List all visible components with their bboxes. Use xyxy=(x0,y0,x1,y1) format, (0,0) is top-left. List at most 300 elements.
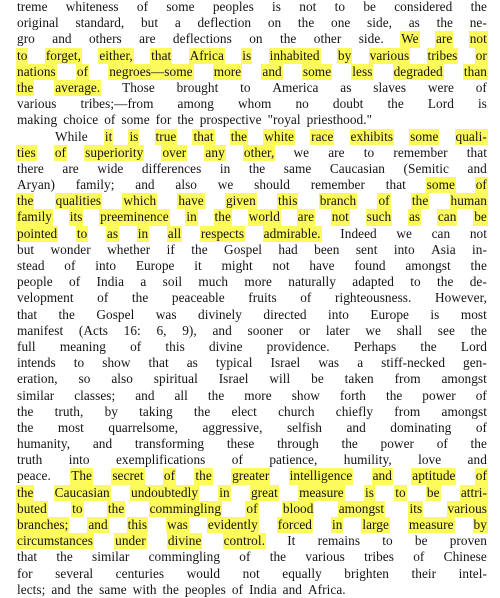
word: show xyxy=(291,387,320,403)
word: Europe xyxy=(135,258,175,273)
highlighted-word: it xyxy=(104,128,113,144)
highlighted-word: commingling xyxy=(149,500,222,516)
word: Africa. xyxy=(308,581,346,597)
word: of xyxy=(436,436,448,452)
word: the xyxy=(207,387,225,403)
highlighted-word: greater xyxy=(232,468,270,484)
word: elect xyxy=(231,403,257,419)
word: aggressive, xyxy=(202,419,263,435)
word: there xyxy=(17,160,44,176)
word: with xyxy=(132,581,157,597)
highlighted-word: all xyxy=(167,225,182,241)
highlighted-word: to xyxy=(72,500,83,516)
word: treme xyxy=(17,0,48,14)
word: exemplifications xyxy=(115,452,206,468)
word: from xyxy=(394,403,421,419)
word: most xyxy=(460,306,487,322)
word: Aryan) xyxy=(17,177,55,193)
word: are xyxy=(139,31,156,47)
highlighted-word: this xyxy=(278,193,298,209)
highlighted-word: not xyxy=(331,209,349,225)
word: of xyxy=(136,0,149,14)
word: righteousness. xyxy=(334,290,412,306)
word: we xyxy=(396,225,412,241)
highlighted-word: Caucasian xyxy=(54,484,110,500)
word: amongst xyxy=(405,258,451,273)
word: India xyxy=(249,581,277,597)
word: amongst xyxy=(441,403,487,419)
word: one xyxy=(331,15,351,31)
word: selfish xyxy=(286,419,323,435)
highlighted-word: be xyxy=(474,209,487,225)
word: humility, xyxy=(343,452,392,468)
word: had xyxy=(278,241,298,257)
word: through xyxy=(277,436,319,452)
text-line xyxy=(16,533,488,549)
word: the xyxy=(193,403,211,419)
word: same xyxy=(99,581,127,597)
highlighted-word: various xyxy=(369,47,410,63)
highlighted-word: that xyxy=(151,47,172,63)
word: considered xyxy=(394,0,453,14)
highlighted-word: of xyxy=(378,193,390,209)
word: Israel xyxy=(218,371,249,387)
word: the xyxy=(437,274,454,290)
word: or xyxy=(298,322,311,338)
text-line xyxy=(16,177,488,193)
text-line xyxy=(16,112,488,128)
word: and xyxy=(212,322,232,338)
word: some xyxy=(166,0,195,14)
highlighted-word: of xyxy=(76,63,89,79)
word: that xyxy=(148,355,169,371)
highlighted-word: measure xyxy=(299,484,344,500)
word: the xyxy=(17,403,34,419)
word: taking xyxy=(139,403,173,419)
highlighted-word: and xyxy=(262,63,282,79)
word: power xyxy=(380,436,415,452)
word: various xyxy=(17,96,57,112)
word: no xyxy=(295,96,309,112)
word: It xyxy=(287,533,296,549)
word: quarrelsome, xyxy=(108,419,179,435)
word: as xyxy=(340,79,352,95)
word: stiff-necked xyxy=(381,355,446,371)
word: show xyxy=(102,355,131,371)
highlighted-word: measure xyxy=(408,517,454,532)
highlighted-word: in xyxy=(137,225,149,241)
highlighted-word: race xyxy=(311,128,334,144)
highlighted-word: is xyxy=(242,47,252,63)
word: been xyxy=(314,241,340,257)
text-line xyxy=(16,371,488,387)
highlighted-word: and xyxy=(372,468,392,484)
word: of xyxy=(64,258,76,273)
word: that xyxy=(17,549,38,565)
word: peoples xyxy=(212,0,254,14)
word: similar xyxy=(92,549,130,565)
word: gro xyxy=(17,31,35,47)
highlighted-word: either, xyxy=(99,47,133,63)
highlighted-word: that xyxy=(193,128,214,144)
word: Asia xyxy=(431,241,456,257)
highlighted-word: nations xyxy=(17,63,56,79)
word: of xyxy=(104,112,116,128)
highlighted-word: intelligence xyxy=(289,468,353,484)
word: slaves xyxy=(373,79,407,95)
word: the xyxy=(470,436,487,452)
highlighted-word: average. xyxy=(55,79,101,95)
word: and xyxy=(135,387,155,403)
highlighted-word: to xyxy=(76,225,88,241)
word: not xyxy=(242,565,260,581)
word: equally xyxy=(282,565,322,581)
word: a xyxy=(174,15,181,31)
word: into xyxy=(68,452,90,468)
text-line xyxy=(16,307,488,323)
word: the xyxy=(269,549,287,565)
word: Europe xyxy=(370,306,410,322)
word: Gospel xyxy=(224,241,263,257)
word: the xyxy=(76,581,94,597)
word: stead xyxy=(17,258,45,273)
word: some xyxy=(121,112,150,128)
word: and xyxy=(92,436,113,452)
word: on xyxy=(249,31,263,47)
word: sent xyxy=(355,241,378,257)
highlighted-word: or xyxy=(475,47,487,63)
text-line xyxy=(16,96,488,112)
word: the xyxy=(248,160,266,176)
word: in- xyxy=(472,241,487,257)
highlighted-word: given xyxy=(225,193,256,209)
word: tribes xyxy=(364,549,394,565)
word: of xyxy=(130,338,142,354)
word: of xyxy=(69,274,81,290)
highlighted-word: to xyxy=(17,47,28,63)
word: classes; xyxy=(74,387,116,403)
word: providence. xyxy=(266,338,330,354)
word: more xyxy=(244,274,272,290)
text-line xyxy=(16,193,488,209)
highlighted-word: not xyxy=(469,31,487,47)
word: While xyxy=(55,128,88,144)
word: later xyxy=(325,322,350,338)
highlighted-word: be xyxy=(426,484,440,500)
word: the xyxy=(162,581,179,597)
text-line xyxy=(16,549,488,565)
word: the xyxy=(470,258,487,273)
highlighted-word: have xyxy=(178,193,204,209)
highlighted-word: exhibits xyxy=(350,128,394,144)
highlighted-word: the xyxy=(411,193,429,209)
word: and xyxy=(52,31,72,47)
word: not xyxy=(272,258,290,273)
word: Israel xyxy=(270,355,301,371)
word: making xyxy=(17,112,58,128)
word: of xyxy=(231,452,243,468)
text-line xyxy=(16,145,488,161)
word: choice xyxy=(63,112,99,128)
text-line xyxy=(16,452,488,468)
highlighted-word: the xyxy=(230,128,248,144)
word: standard, xyxy=(75,15,125,31)
word: by xyxy=(104,403,118,419)
text-line xyxy=(16,323,488,339)
highlighted-word: the xyxy=(195,468,212,484)
highlighted-word: the xyxy=(17,484,34,500)
text-line xyxy=(16,420,488,436)
word: this xyxy=(165,338,185,354)
word: brought xyxy=(176,79,219,95)
word: Lord xyxy=(460,338,487,354)
highlighted-word: aptitude xyxy=(412,468,456,484)
word: on xyxy=(267,15,282,31)
word: were xyxy=(427,79,454,95)
word: and xyxy=(135,177,155,193)
word: to xyxy=(240,79,251,95)
word: similar xyxy=(17,387,55,403)
highlighted-word: inhabited xyxy=(269,47,320,63)
word: of xyxy=(300,290,312,306)
text-line xyxy=(16,226,488,242)
word: is xyxy=(430,306,440,322)
highlighted-word: large xyxy=(362,517,389,532)
word: other xyxy=(313,31,342,47)
highlighted-word: in xyxy=(331,517,343,532)
word: a xyxy=(357,355,364,371)
word: transforming xyxy=(134,436,205,452)
highlighted-word: some xyxy=(302,63,332,79)
text-line xyxy=(16,355,488,371)
word: if xyxy=(166,241,175,257)
word: of xyxy=(475,419,487,435)
word: adapted xyxy=(352,274,394,290)
word: is xyxy=(272,0,282,14)
word: intends xyxy=(17,355,56,371)
word: we xyxy=(293,144,310,160)
word: can xyxy=(431,225,451,241)
highlighted-word: degraded xyxy=(393,63,443,79)
word: their xyxy=(411,565,437,581)
highlighted-word: true xyxy=(155,128,177,144)
text-line xyxy=(16,242,488,258)
word: for xyxy=(17,565,33,581)
word: but xyxy=(17,241,35,257)
highlighted-word: are xyxy=(297,209,315,225)
word: not xyxy=(469,225,487,241)
text-line xyxy=(16,501,488,517)
word: naturally xyxy=(288,274,336,290)
body-text xyxy=(16,0,488,598)
word: velopment xyxy=(17,290,74,306)
word: the xyxy=(56,549,73,565)
text-line xyxy=(16,274,488,290)
word: gen- xyxy=(463,355,487,371)
word: be xyxy=(414,533,428,549)
highlighted-word: blood xyxy=(282,500,314,516)
word: deflections xyxy=(172,31,232,47)
word: a xyxy=(140,274,147,290)
word: and xyxy=(467,452,487,468)
word: Indeed xyxy=(340,225,377,241)
highlighted-word: various xyxy=(447,500,487,516)
word: are xyxy=(62,160,79,176)
word: into xyxy=(95,258,117,273)
highlighted-word: its xyxy=(409,500,423,516)
word: the xyxy=(387,96,404,112)
highlighted-word: family xyxy=(17,209,53,225)
text-line xyxy=(16,129,488,145)
word: more xyxy=(244,387,272,403)
highlighted-word: of xyxy=(54,144,66,160)
highlighted-word: and xyxy=(88,517,108,532)
word: to xyxy=(410,274,421,290)
word: these xyxy=(226,436,255,452)
word: divinely xyxy=(198,306,242,322)
word: Those xyxy=(122,79,155,95)
highlighted-word: any xyxy=(205,144,225,160)
highlighted-word: less xyxy=(352,63,373,79)
word: also xyxy=(111,371,133,387)
highlighted-word: other, xyxy=(243,144,275,160)
word: most xyxy=(57,419,84,435)
word: for xyxy=(155,112,172,128)
word: doubt xyxy=(332,96,364,112)
word: was xyxy=(155,306,177,322)
word: forth xyxy=(339,387,367,403)
highlighted-word: as xyxy=(408,209,421,225)
text-line xyxy=(16,517,488,533)
highlighted-word: white xyxy=(264,128,295,144)
word: be xyxy=(363,0,376,14)
word: commingling xyxy=(148,549,221,565)
word: manifest xyxy=(17,322,64,338)
highlighted-word: by xyxy=(473,517,487,532)
text-line xyxy=(16,339,488,355)
highlighted-word: more xyxy=(213,63,242,79)
highlighted-word: to xyxy=(395,484,406,500)
word: the xyxy=(177,112,194,128)
word: wonder xyxy=(50,241,91,257)
word: the xyxy=(17,419,34,435)
highlighted-word: attri- xyxy=(460,484,487,500)
word: and xyxy=(467,160,487,176)
word: among xyxy=(177,96,214,112)
text-line xyxy=(16,80,488,96)
word: 9), xyxy=(182,322,197,338)
word: (Acts xyxy=(78,322,108,338)
word: taken xyxy=(344,371,374,387)
word: and xyxy=(346,419,366,435)
word: the xyxy=(470,322,487,338)
highlighted-word: We xyxy=(401,31,419,47)
highlighted-word: of xyxy=(163,468,176,484)
word: to xyxy=(382,533,393,549)
word: priesthood." xyxy=(306,112,373,128)
word: to xyxy=(73,355,85,371)
word: Caucasian xyxy=(329,160,385,176)
highlighted-word: buted xyxy=(17,500,47,516)
word: from xyxy=(394,371,421,387)
word: remains xyxy=(317,533,361,549)
highlighted-word: as xyxy=(106,225,119,241)
word: (Semitic xyxy=(403,160,449,176)
highlighted-word: such xyxy=(366,209,392,225)
highlighted-word: over xyxy=(162,144,187,160)
word: the xyxy=(436,15,454,31)
word: to xyxy=(363,144,375,160)
word: intel- xyxy=(458,565,487,581)
word: into xyxy=(328,306,349,322)
highlighted-word: the xyxy=(17,193,34,209)
word: meaning xyxy=(59,338,106,354)
highlighted-word: qualities xyxy=(55,193,102,209)
highlighted-word: world xyxy=(248,209,280,225)
word: it xyxy=(194,258,202,273)
word: Lord xyxy=(427,96,454,112)
word: should xyxy=(254,177,290,193)
highlighted-word: negroes—some xyxy=(109,63,193,79)
word: not xyxy=(299,0,317,14)
text-line xyxy=(16,15,488,31)
word: peaceable xyxy=(171,290,225,306)
word: of xyxy=(475,387,487,403)
word: of xyxy=(475,79,487,95)
word: the xyxy=(385,387,403,403)
word: side. xyxy=(358,31,384,47)
text-line xyxy=(16,436,488,452)
word: that xyxy=(385,177,406,193)
text-line xyxy=(16,209,488,225)
word: of xyxy=(97,290,109,306)
word: same xyxy=(283,160,312,176)
word: was xyxy=(318,355,340,371)
highlighted-word: under xyxy=(115,533,146,549)
highlighted-word: in xyxy=(186,209,197,225)
highlighted-word: the xyxy=(17,79,34,95)
word: chiefly xyxy=(335,403,374,419)
word: that xyxy=(466,144,487,160)
word: remember xyxy=(310,177,365,193)
word: several xyxy=(55,565,94,581)
text-line xyxy=(16,64,488,80)
word: America xyxy=(272,79,319,95)
word: soil xyxy=(162,274,183,290)
word: differences xyxy=(141,160,202,176)
highlighted-word: which xyxy=(123,193,157,209)
word: full xyxy=(17,338,36,354)
word: divine xyxy=(208,338,243,354)
highlighted-word: tribes xyxy=(427,47,458,63)
word: shall xyxy=(396,322,423,338)
highlighted-word: admirable. xyxy=(263,225,321,241)
word: whiteness xyxy=(65,0,119,14)
highlighted-word: of xyxy=(475,468,487,484)
word: remember xyxy=(393,144,448,160)
word: various xyxy=(305,549,345,565)
word: centuries xyxy=(115,565,165,581)
word: the xyxy=(470,0,487,14)
word: and xyxy=(51,581,71,597)
word: people xyxy=(17,274,53,290)
word: ne- xyxy=(469,15,487,31)
word: see xyxy=(437,322,455,338)
highlighted-word: pointed xyxy=(17,225,58,241)
word: of xyxy=(239,549,251,565)
highlighted-word: forget, xyxy=(45,47,81,63)
highlighted-word: is xyxy=(364,484,374,500)
